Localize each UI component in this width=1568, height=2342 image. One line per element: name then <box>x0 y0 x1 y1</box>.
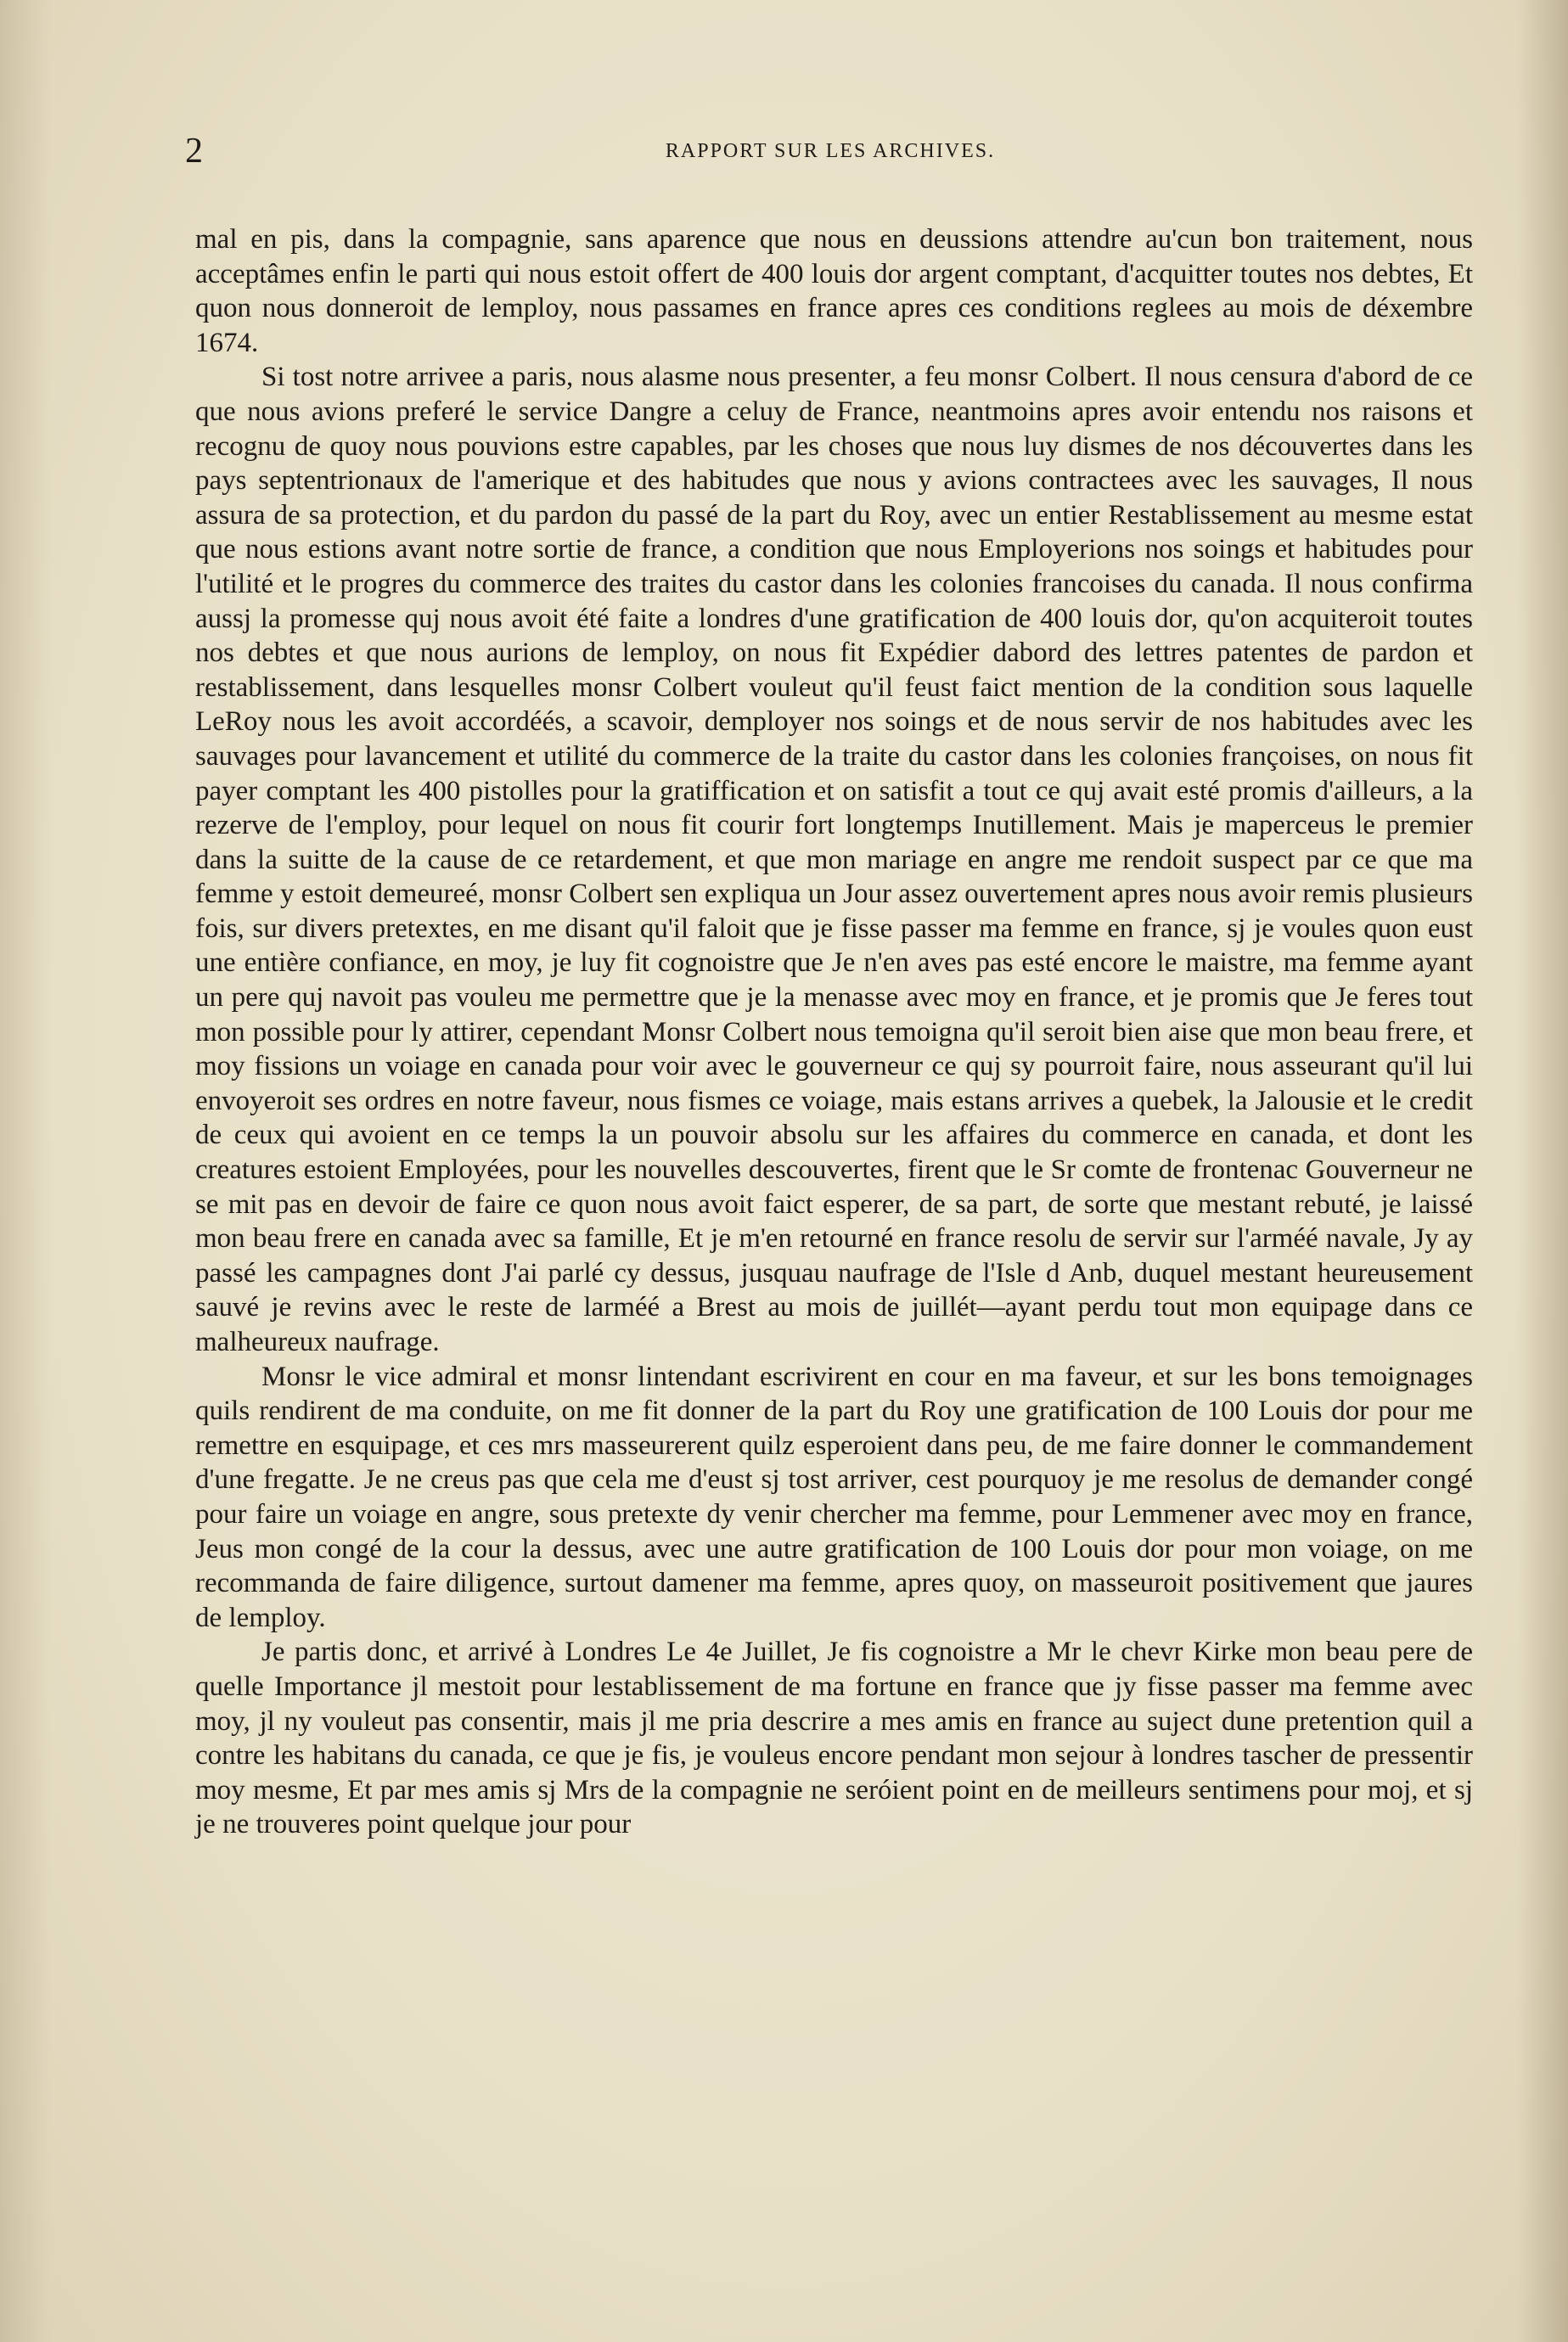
page-number: 2 <box>185 132 203 171</box>
paragraph-3: Monsr le vice admiral et monsr lintendant escrivirent en cour en ma faveur, et sur les bons temoignages quils rendirent de ma conduite, on me fit donner de la part du Roy une gratification de 100 Louis dor pour me remettre en esquipage, et ces mrs masseurerent quilz esperoient dans peu, de me faire donner le commandement d'une fregatte. Je ne creus pas que cela me d'eust sj tost arriver, cest pourquoy je me resolus de demander congé pour faire un voiage en angre, sous pretexte dy venir chercher ma femme, pour Lemmener avec moy en france, Jeus mon congé de la cour la dessus, avec une autre gratification de 100 Louis dor pour mon voiage, on me recommanda de faire diligence, surtout damener ma femme, apres quoy, on masseuroit positivement que jaures de lemploy. <box>195 1361 1473 1633</box>
paragraph-2: Si tost notre arrivee a paris, nous alasme nous presenter, a feu monsr Colbert. Il nous censura d'abord de ce que nous avions preferé le service Dangre a celuy de France, neantmoins apres avoir entendu nos raisons et recognu de quoy nous pouvions estre capables, par les choses que nous luy dismes de nos découvertes dans les pays septentrionaux de l'amerique et des habitudes que nous y avions contractees avec les sauvages, Il nous assura de sa protection, et du pardon du passé de la part du Roy, avec un entier Restablissement au mesme estat que nous estions avant notre sortie de france, a condition que nous Employerions nos soings et habitudes pour l'utilité et le progres du commerce des traites du castor dans les colonies francoises du canada. Il nous confirma aussj la promesse quj nous avoit été faite a londres d'une gratification de 400 louis dor, qu'on acquiteroit toutes nos debtes et que nous aurions de lemploy, on nous fit Expédier dabord des lettres patentes de pardon et restablissement, dans lesquelles monsr Colbert vouleut qu'il feust faict mention de la condition sous laquelle LeRoy nous les avoit accordéés, a scavoir, demployer nos soings et de nous servir de nos habitudes avec les sauvages pour lavancement et utilité du commerce de la traite du castor dans les colonies françoises, on nous fit payer comptant les 400 pistolles pour la gratiffication et on satisfit a tout ce quj avait esté promis d'ailleurs, a la rezerve de l'employ, pour lequel on nous fit courir fort longtemps Inutillement. Mais je maperceus le premier dans la suitte de la cause de ce retardement, et que mon mariage en angre me rendoit suspect par ce que ma femme y estoit demeureé, monsr Colbert sen expliqua un Jour assez ouvertement apres nous avoir remis plusieurs fois, sur divers pretextes, en me disant qu'il faloit que je fisse passer ma femme en france, sj je voules quon eust une entière confiance, en moy, je luy fit cognoistre que Je n'en aves pas esté encore le maistre, ma femme ayant un pere quj navoit pas vouleu me permettre que je la menasse avec moy en france, et je promis que Je feres tout mon possible pour ly attirer, cependant Monsr Colbert nous temoigna qu'il seroit bien aise que mon beau frere, et moy fissions un voiage en canada pour voir avec le gouverneur ce quj sy pourroit faire, nous asseurant qu'il lui envoyeroit ses ordres en notre faveur, nous fismes ce voiage, mais estans arrives a quebek, la Jalousie et le credit de ceux qui avoient en ce temps la un pouvoir absolu sur les affaires du commerce en canada, et dont les creatures estoient Employées, pour les nouvelles descouvertes, firent que le Sr comte de frontenac Gouverneur ne se mit pas en devoir de faire ce quon nous avoit faict esperer, de sa part, de sorte que mestant rebuté, je laissé mon beau frere en canada avec sa famille, Et je m'en retourné en france resolu de servir sur l'arméé navale, Jy ay passé les campagnes dont J'ai parlé cy dessus, jusquau naufrage de l'Isle d Anb, duquel mestant heureusement sauvé je revins avec le reste de larméé a Brest au mois de juillét—ayant perdu tout mon equipage dans ce malheureux naufrage. <box>195 362 1473 1357</box>
running-title: RAPPORT SUR LES ARCHIVES. <box>665 140 996 162</box>
paragraph-1: mal en pis, dans la compagnie, sans aparence que nous en deussions attendre au'cun bon traitement, nous acceptâmes enfin le parti qui nous estoit offert de 400 louis dor argent comptant, d'acquitter toutes nos debtes, Et quon nous donneroit de lemploy, nous passames en france apres ces conditions reglees au mois de déxembre 1674. <box>195 224 1473 358</box>
body-text <box>195 222 1473 1842</box>
running-header <box>185 126 1475 177</box>
page-edge-shadow-left <box>0 0 51 2342</box>
page-edge-shadow-right <box>1517 0 1568 2342</box>
paragraph-4: Je partis donc, et arrivé à Londres Le 4e Juillet, Je fis cognoistre a Mr le chevr Kirke mon beau pere de quelle Importance jl mestoit pour lestablissement de ma fortune en france que jy fisse passer ma femme avec moy, jl ny vouleut pas consentir, mais jl me pria descrire a mes amis en france au suject dune pretention quil a contre les habitans du canada, ce que je fis, je vouleus encore pendant mon sejour à londres tascher de pressentir moy mesme, Et par mes amis sj Mrs de la compagnie ne seróient point en de meilleurs sentimens pour moj, et sj je ne trouveres point quelque jour pour <box>195 1637 1473 1840</box>
